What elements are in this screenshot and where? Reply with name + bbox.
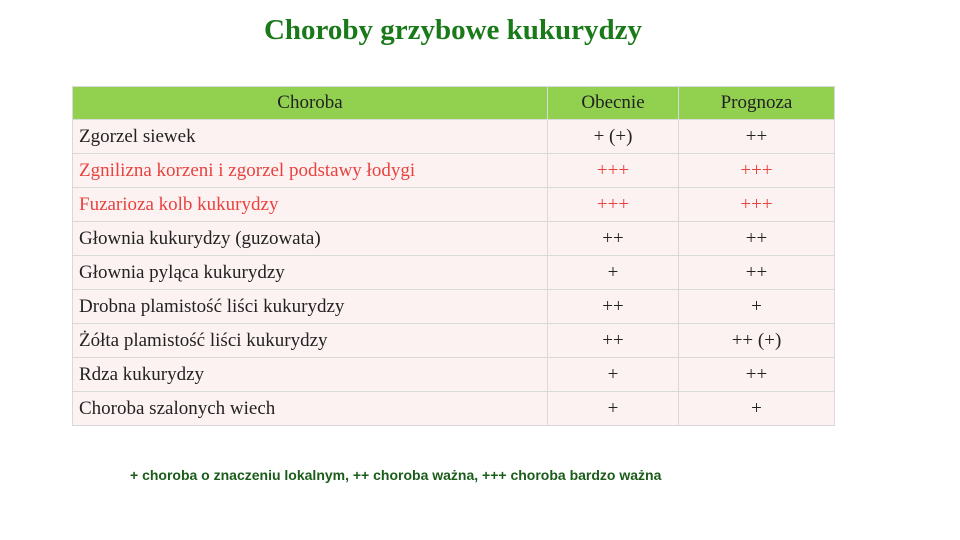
table-row [73,392,835,426]
table-row [73,154,835,188]
forecast-rating: ++ [679,358,835,392]
legend-note: + choroba o znaczeniu lokalnym, ++ choroba ważna, +++ choroba bardzo ważna [130,467,662,483]
disease-name: Zgorzel siewek [73,120,548,154]
header-prognoza: Prognoza [679,87,835,120]
forecast-rating: +++ [679,188,835,222]
current-rating: + (+) [548,120,679,154]
disease-name: Głownia kukurydzy (guzowata) [73,222,548,256]
disease-name: Rdza kukurydzy [73,358,548,392]
current-rating: ++ [548,290,679,324]
forecast-rating: + [679,290,835,324]
disease-table [72,86,835,426]
current-rating: ++ [548,222,679,256]
forecast-rating: + [679,392,835,426]
table-row [73,290,835,324]
current-rating: + [548,392,679,426]
current-rating: +++ [548,154,679,188]
current-rating: +++ [548,188,679,222]
forecast-rating: ++ [679,256,835,290]
forecast-rating: ++ [679,222,835,256]
forecast-rating: +++ [679,154,835,188]
disease-name: Drobna plamistość liści kukurydzy [73,290,548,324]
disease-name: Fuzarioza kolb kukurydzy [73,188,548,222]
disease-name: Głownia pyląca kukurydzy [73,256,548,290]
header-choroba: Choroba [73,87,548,120]
header-obecnie: Obecnie [548,87,679,120]
disease-name: Żółta plamistość liści kukurydzy [73,324,548,358]
table-row [73,188,835,222]
forecast-rating: ++ [679,120,835,154]
current-rating: ++ [548,324,679,358]
table-header-row [73,87,835,120]
disease-name: Choroba szalonych wiech [73,392,548,426]
table-row [73,222,835,256]
current-rating: + [548,256,679,290]
table-row [73,358,835,392]
table-row [73,324,835,358]
disease-name: Zgnilizna korzeni i zgorzel podstawy łodygi [73,154,548,188]
slide-title: Choroby grzybowe kukurydzy [263,14,643,46]
current-rating: + [548,358,679,392]
table-row [73,120,835,154]
forecast-rating: ++ (+) [679,324,835,358]
table-row [73,256,835,290]
